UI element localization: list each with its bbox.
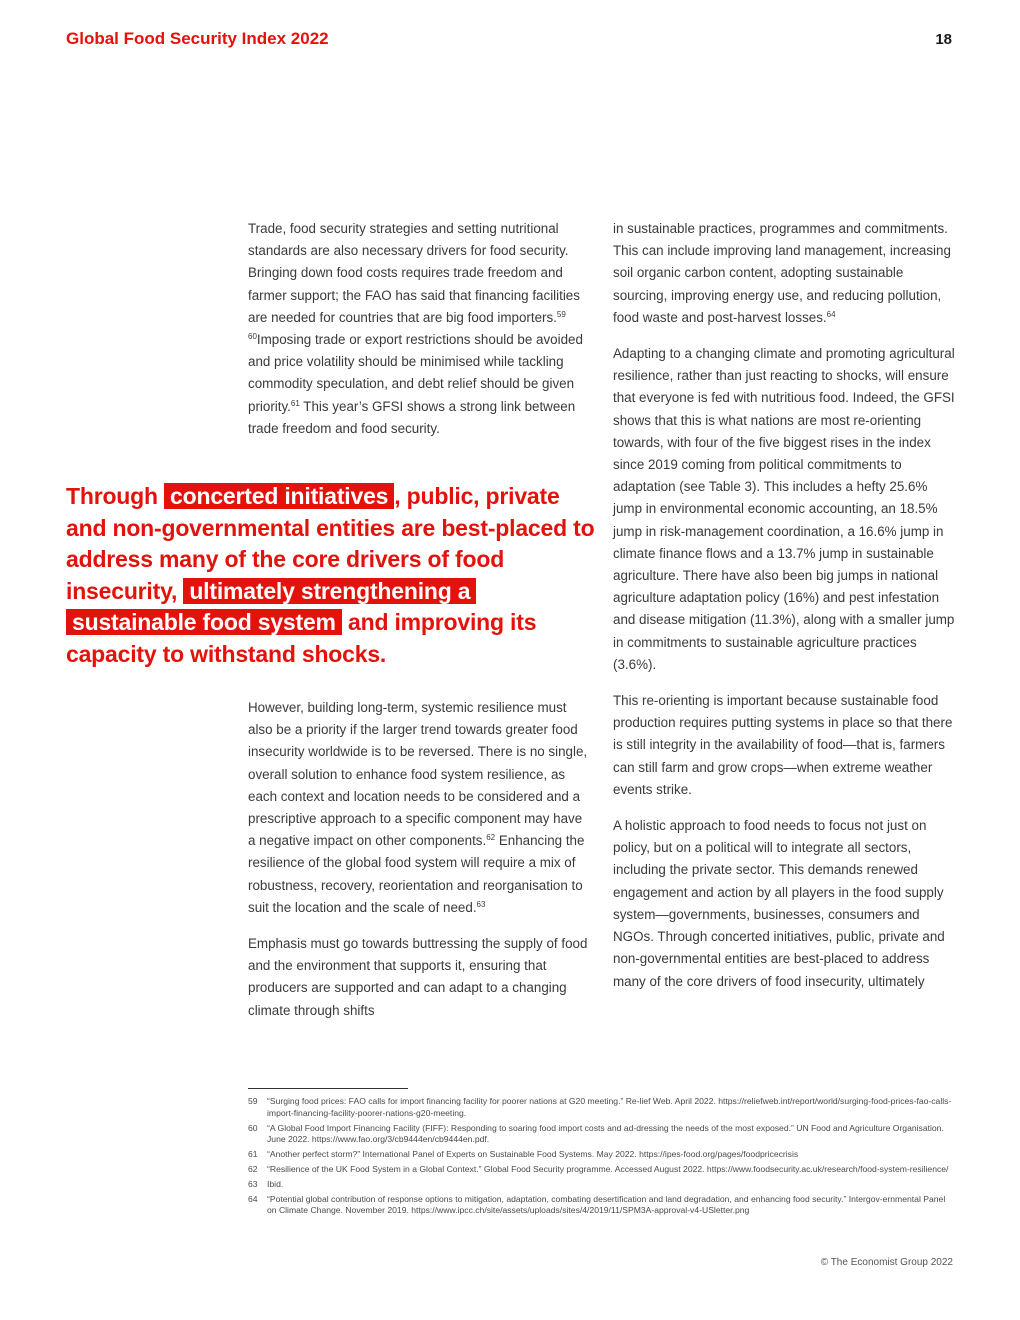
pull-quote-text: Through [66, 483, 165, 509]
footnote-item [248, 1149, 953, 1161]
footnote-ref[interactable]: 61 [290, 398, 300, 408]
paragraph-text: Trade, food security strategies and setting nutritional standards are also necessary drivers for food security. Bringing down food costs requires trade freedom and farmer support; the FAO has said that financing facilities are needed for countries that are big food importers. [248, 221, 580, 325]
pull-quote [66, 481, 596, 671]
page-number: 18 [935, 31, 952, 48]
footnote-text: “A Global Food Import Financing Facility (FIFF): Responding to soaring food import costs and ad-dressing the needs of the most exposed.” UN Food and Agriculture Organisation. June 2022. https://www.fao.org/3/cb9444en/cb9444en.pdf. [267, 1122, 944, 1145]
left-column-lower [248, 697, 593, 1036]
left-column-upper [248, 218, 593, 454]
footnote-number: 60 [248, 1122, 258, 1133]
paragraph-text: Enhancing the resilience of the global food system will require a mix of robustness, recovery, reorientation and reorganisation to suit the location and the scale of need. [248, 833, 585, 915]
footnote-text: “Resilience of the UK Food System in a Global Context.” Global Food Security programme. Accessed August 2022. https://www.foodsecurity.ac.uk/research/food-system-resilience/ [267, 1163, 949, 1174]
footnote-item [248, 1179, 953, 1191]
footnote-ref[interactable]: 64 [826, 309, 836, 319]
footnotes-list [248, 1096, 953, 1220]
footnote-ref[interactable]: 62 [486, 833, 496, 843]
footnote-number: 59 [248, 1096, 258, 1106]
body-paragraph: Emphasis must go towards buttressing the supply of food and the environment that supports it, ensuring that producers are supported and can adapt to a changing climate through shifts [248, 936, 588, 1018]
right-column [613, 218, 958, 1007]
pull-quote-text: , public, private and non-governmental entities are best-placed to address many of the core drivers of food insecurity, [66, 483, 595, 604]
footnote-item [248, 1123, 953, 1147]
footnote-text: “Potential global contribution of response options to mitigation, adaptation, combating desertification and land degradation, and enhancing food security.” Intergov-ernmental Panel on Climate Change. November 2019. https://www.ipcc.ch/site/assets/uploads/sites/4/2019/11/SPM3A-approval-v4-USletter.png [267, 1193, 946, 1216]
body-paragraph: A holistic approach to food needs to focus not just on policy, but on a political will to integrate all sectors, including the private sector. This demands renewed engagement and action by all players in the food supply system—governments, businesses, consumers and NGOs. Through concerted initiatives, public, private and non-governmental entities are best-placed to address many of the core drivers of food insecurity, ultimately [613, 818, 945, 989]
footnote-text: “Surging food prices: FAO calls for import financing facility for poorer nations at G20 meeting.” Re-lief Web. April 2022. https://reliefweb.int/report/world/surging-food-prices-fao-calls-import-financing-facility-poorer-nations-g20-meeting. [267, 1096, 952, 1118]
footnote-number: 64 [248, 1193, 258, 1204]
pull-quote-highlight: concerted initiatives [164, 483, 394, 509]
pull-quote-text: and improving its capacity to withstand shocks. [66, 609, 537, 667]
footnote-number: 63 [248, 1178, 258, 1189]
paragraph-text: in sustainable practices, programmes and commitments. This can include improving land management, increasing soil organic carbon content, adopting sustainable sourcing, improving energy use, and reducing pollution, food waste and post-harvest losses. [613, 221, 951, 325]
body-paragraph [613, 218, 958, 329]
footnote-item [248, 1194, 953, 1218]
footnote-ref[interactable]: 59 60 [248, 309, 566, 342]
publication-title: Global Food Security Index 2022 [66, 29, 329, 48]
footnote-item [248, 1164, 953, 1176]
pull-quote-highlight: ultimately strengthening a sustainable food system [66, 578, 476, 636]
body-paragraph: This re-orienting is important because sustainable food production requires putting systems in place so that there is still integrity in the availability of food—that is, farmers can still farm and grow crops—when extreme weather events strike. [613, 693, 953, 797]
footnote-number: 62 [248, 1163, 258, 1174]
paragraph-text: Imposing trade or export restrictions should be avoided and price volatility should be minimised while tackling commodity speculation, and debt relief should be given priority. [248, 332, 583, 414]
body-paragraph [248, 218, 593, 440]
body-paragraph: Adapting to a changing climate and promoting agricultural resilience, rather than just reacting to shocks, will ensure that everyone is fed with nutritious food. Indeed, the GFSI shows that this is what nations are most re-orienting towards, with four of the five biggest rises in the index since 2019 coming from political commitments to adaptation (see Table 3). This includes a hefty 25.6% jump in environmental economic accounting, an 18.5% jump in risk-management coordination, a 16.6% jump in climate finance flows and a 13.7% jump in sustainable agriculture. There have also been big jumps in national agriculture adaptation policy (16%) and pest infestation and disease mitigation (11.3%), along with a smaller jump in commitments to sustainable agriculture practices (3.6%). [613, 346, 955, 672]
body-paragraph [248, 697, 593, 919]
paragraph-text: This year’s GFSI shows a strong link between trade freedom and food security. [248, 398, 576, 436]
footnote-number: 61 [248, 1149, 258, 1160]
copyright-notice: © The Economist Group 2022 [820, 1257, 953, 1268]
footnote-text: Ibid. [267, 1178, 284, 1189]
footnote-item [248, 1096, 953, 1120]
footnote-divider [248, 1088, 408, 1089]
footnote-text: “Another perfect storm?” International Panel of Experts on Sustainable Food Systems. May 2022. https://ipes-food.org/pages/foodpricecrisis [267, 1149, 799, 1160]
footnote-ref[interactable]: 63 [476, 899, 486, 909]
paragraph-text: However, building long-term, systemic resilience must also be a priority if the larger trend towards greater food insecurity worldwide is to be reversed. There is no single, overall solution to enhance food system resilience, as each context and location needs to be considered and a prescriptive approach to a specific component may have a negative impact on other components. [248, 700, 588, 849]
